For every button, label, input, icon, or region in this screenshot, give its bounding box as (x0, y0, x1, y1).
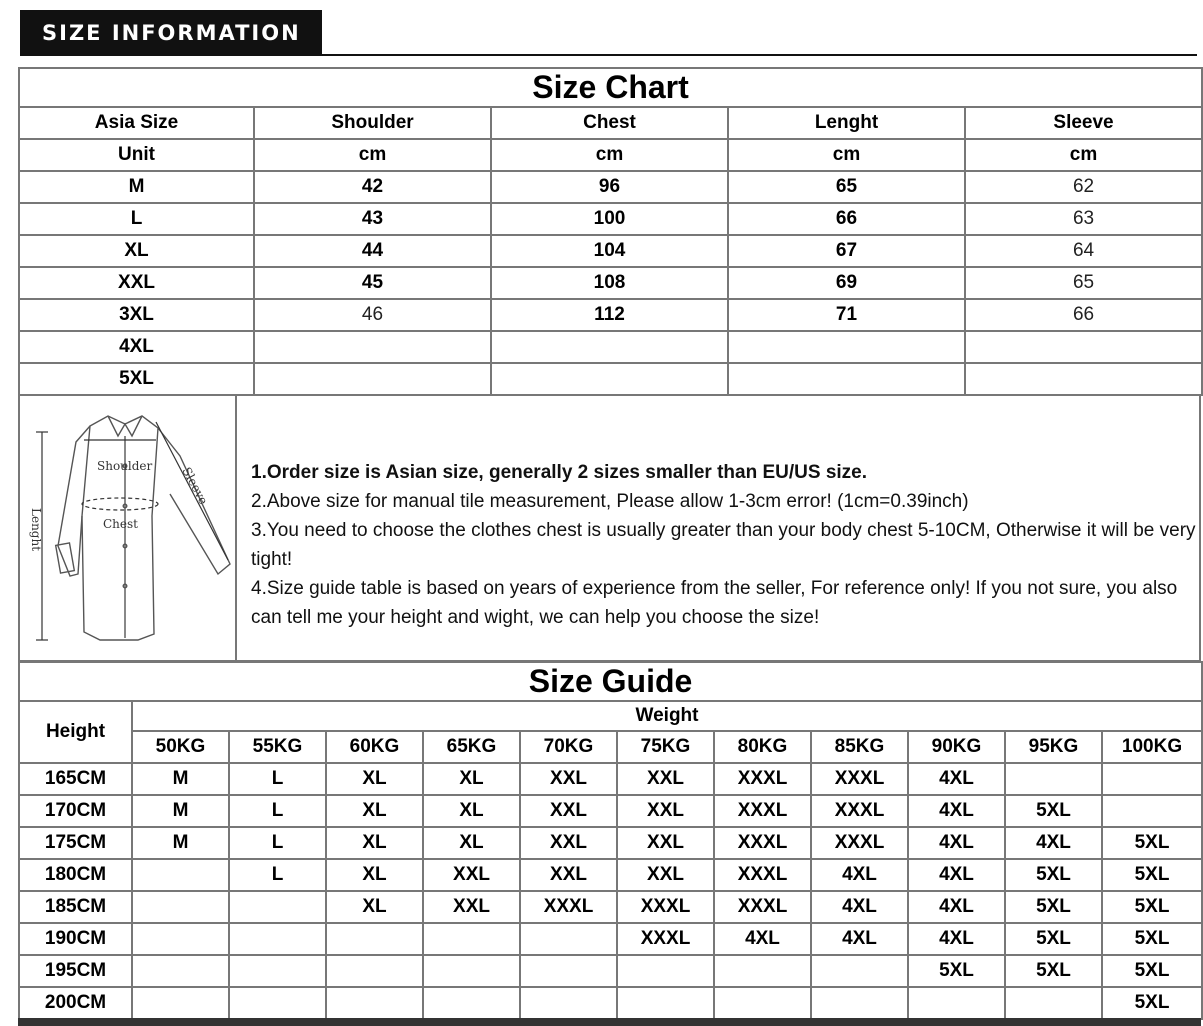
size-cell (229, 923, 326, 955)
chest-cell: 112 (491, 299, 728, 331)
empty-cell (491, 331, 728, 363)
sleeve-cell: 66 (965, 299, 1202, 331)
size-cell: 4XL (908, 859, 1005, 891)
measurement-info-box (18, 394, 1201, 662)
unit-cell: cm (491, 139, 728, 171)
table-row (19, 891, 1202, 923)
table-row (19, 763, 1202, 795)
size-cell: XXXL (811, 763, 908, 795)
size-cell: 5XL (908, 955, 1005, 987)
size-cell: 4XL (714, 923, 811, 955)
size-cell: XXXL (714, 795, 811, 827)
unit-cell: Unit (19, 139, 254, 171)
sleeve-cell: 65 (965, 267, 1202, 299)
header-label: SIZE INFORMATION (42, 21, 301, 45)
size-cell (520, 955, 617, 987)
chest-label: Chest (103, 517, 138, 531)
size-cell: XXL (520, 763, 617, 795)
size-cell (908, 987, 1005, 1019)
note-2: 2.Above size for manual tile measurement, Please allow 1-3cm error! (1cm=0.39inch) (251, 491, 969, 512)
weight-column-header: 95KG (1005, 731, 1102, 763)
size-cell (326, 955, 423, 987)
column-header: Asia Size (19, 107, 254, 139)
empty-cell (728, 363, 965, 395)
table-row (19, 955, 1202, 987)
length-cell: 66 (728, 203, 965, 235)
size-cell (423, 987, 520, 1019)
height-cell: 195CM (19, 955, 132, 987)
size-cell: XXXL (714, 891, 811, 923)
unit-cell: cm (254, 139, 491, 171)
weight-column-header: 75KG (617, 731, 714, 763)
size-cell (617, 955, 714, 987)
weight-header: Weight (132, 701, 1202, 731)
sleeve-cell: 62 (965, 171, 1202, 203)
size-cell: 4XL (908, 795, 1005, 827)
chest-cell: 108 (491, 267, 728, 299)
table-row (19, 171, 1202, 203)
unit-cell: cm (965, 139, 1202, 171)
length-cell: 71 (728, 299, 965, 331)
empty-cell (965, 363, 1202, 395)
size-cell: 5XL (1005, 891, 1102, 923)
weight-column-header: 100KG (1102, 731, 1202, 763)
note-4: 4.Size guide table is based on years of experience from the seller, For reference only! If you not sure, you also can tell me your height and wight, we can help you choose the size! (251, 578, 1178, 628)
size-cell: L (229, 763, 326, 795)
column-header: Shoulder (254, 107, 491, 139)
size-cell (520, 987, 617, 1019)
sleeve-cell: 63 (965, 203, 1202, 235)
shoulder-cell: 43 (254, 203, 491, 235)
size-cell (326, 987, 423, 1019)
size-cell: 5XL (1102, 987, 1202, 1019)
size-guide-table (18, 661, 1203, 1020)
size-cell: 4XL (1005, 827, 1102, 859)
height-header: Height (19, 701, 132, 763)
table-row (19, 235, 1202, 267)
chest-cell: 100 (491, 203, 728, 235)
empty-cell (254, 363, 491, 395)
size-cell: XXXL (714, 763, 811, 795)
size-cell: XXXL (714, 827, 811, 859)
size-cell: 4XL (811, 859, 908, 891)
size-cell: XXXL (811, 795, 908, 827)
weight-column-header: 90KG (908, 731, 1005, 763)
sleeve-label: Sleeve (179, 464, 211, 507)
weight-column-header: 80KG (714, 731, 811, 763)
size-notes (237, 458, 1199, 632)
size-cell: L (19, 203, 254, 235)
size-cell (132, 891, 229, 923)
weight-column-header: 65KG (423, 731, 520, 763)
size-cell: XXL (520, 859, 617, 891)
size-cell (520, 923, 617, 955)
height-cell: 180CM (19, 859, 132, 891)
size-cell: M (132, 795, 229, 827)
length-label: Lenght (29, 508, 43, 552)
size-cell: XXXL (617, 923, 714, 955)
size-cell (229, 955, 326, 987)
height-cell: 190CM (19, 923, 132, 955)
size-cell (423, 955, 520, 987)
size-cell: 5XL (1102, 827, 1202, 859)
weight-column-header: 60KG (326, 731, 423, 763)
size-cell: 5XL (1102, 955, 1202, 987)
column-header: Lenght (728, 107, 965, 139)
size-cell (714, 987, 811, 1019)
size-cell: XXL (520, 795, 617, 827)
empty-cell (965, 331, 1202, 363)
size-cell: XL (326, 763, 423, 795)
size-cell: XXL (617, 763, 714, 795)
table-row (19, 299, 1202, 331)
size-cell: M (132, 827, 229, 859)
size-cell: XXXL (617, 891, 714, 923)
unit-cell: cm (728, 139, 965, 171)
size-cell: XXL (617, 795, 714, 827)
size-cell: 5XL (1005, 955, 1102, 987)
size-cell: 5XL (1102, 891, 1202, 923)
shoulder-cell: 44 (254, 235, 491, 267)
table-row (19, 267, 1202, 299)
size-guide-title: Size Guide (19, 662, 1202, 701)
shirt-measurement-diagram (20, 396, 237, 660)
size-cell: XXL (423, 891, 520, 923)
size-cell (132, 987, 229, 1019)
size-cell: XXL (617, 827, 714, 859)
table-row (19, 859, 1202, 891)
size-cell: 4XL (908, 827, 1005, 859)
size-cell: XL (326, 891, 423, 923)
sleeve-cell: 64 (965, 235, 1202, 267)
size-cell: 5XL (19, 363, 254, 395)
table-row (19, 795, 1202, 827)
size-cell: 4XL (908, 891, 1005, 923)
shoulder-cell: 46 (254, 299, 491, 331)
size-cell: XXL (617, 859, 714, 891)
weight-column-header: 50KG (132, 731, 229, 763)
height-cell: 170CM (19, 795, 132, 827)
size-cell: XXXL (811, 827, 908, 859)
size-cell: L (229, 795, 326, 827)
size-chart-table (18, 67, 1203, 396)
table-row (19, 923, 1202, 955)
size-cell (229, 987, 326, 1019)
length-cell: 69 (728, 267, 965, 299)
size-cell (326, 923, 423, 955)
size-cell: 5XL (1102, 859, 1202, 891)
table-row (19, 331, 1202, 363)
chest-cell: 96 (491, 171, 728, 203)
empty-cell (491, 363, 728, 395)
size-cell: M (19, 171, 254, 203)
length-cell: 67 (728, 235, 965, 267)
size-cell (811, 987, 908, 1019)
size-cell: XL (326, 859, 423, 891)
column-header: Sleeve (965, 107, 1202, 139)
size-cell: L (229, 859, 326, 891)
size-cell: 3XL (19, 299, 254, 331)
size-cell: XXL (423, 859, 520, 891)
size-cell (132, 955, 229, 987)
size-cell: 4XL (811, 923, 908, 955)
weight-column-header: 85KG (811, 731, 908, 763)
size-cell: XXXL (520, 891, 617, 923)
weight-column-header: 70KG (520, 731, 617, 763)
size-cell: 4XL (908, 763, 1005, 795)
size-cell: L (229, 827, 326, 859)
weight-column-header: 55KG (229, 731, 326, 763)
bottom-bar (18, 1018, 1201, 1026)
shoulder-cell: 45 (254, 267, 491, 299)
size-cell (811, 955, 908, 987)
size-cell: XL (19, 235, 254, 267)
size-cell: XL (423, 827, 520, 859)
size-cell (132, 923, 229, 955)
size-cell (132, 859, 229, 891)
shirt-diagram-icon (20, 396, 237, 660)
shoulder-cell: 42 (254, 171, 491, 203)
size-cell (1102, 795, 1202, 827)
note-1: 1.Order size is Asian size, generally 2 sizes smaller than EU/US size. (251, 462, 868, 483)
chest-cell: 104 (491, 235, 728, 267)
size-cell: XXXL (714, 859, 811, 891)
table-row (19, 363, 1202, 395)
size-cell: 4XL (19, 331, 254, 363)
height-cell: 200CM (19, 987, 132, 1019)
size-cell: M (132, 763, 229, 795)
size-cell (617, 987, 714, 1019)
size-cell (1005, 987, 1102, 1019)
empty-cell (254, 331, 491, 363)
table-row (19, 987, 1202, 1019)
length-cell: 65 (728, 171, 965, 203)
size-cell: XXL (19, 267, 254, 299)
size-cell: 4XL (811, 891, 908, 923)
height-cell: 185CM (19, 891, 132, 923)
size-information-header (20, 10, 322, 56)
size-cell (714, 955, 811, 987)
size-cell (1005, 763, 1102, 795)
size-cell (423, 923, 520, 955)
size-cell: 5XL (1102, 923, 1202, 955)
height-cell: 165CM (19, 763, 132, 795)
size-cell: XXL (520, 827, 617, 859)
height-cell: 175CM (19, 827, 132, 859)
size-cell: XL (326, 795, 423, 827)
table-row (19, 203, 1202, 235)
size-cell: 5XL (1005, 795, 1102, 827)
size-cell (1102, 763, 1202, 795)
empty-cell (728, 331, 965, 363)
table-row (19, 827, 1202, 859)
column-header: Chest (491, 107, 728, 139)
size-cell: XL (423, 795, 520, 827)
header-rule (322, 54, 1197, 56)
note-3: 3.You need to choose the clothes chest is usually greater than your body chest 5-10CM, Otherwise it will be very tight! (251, 520, 1196, 570)
size-cell: 5XL (1005, 859, 1102, 891)
size-chart-title: Size Chart (19, 68, 1202, 107)
size-cell: 4XL (908, 923, 1005, 955)
size-cell: XL (423, 763, 520, 795)
size-cell: XL (326, 827, 423, 859)
size-cell: 5XL (1005, 923, 1102, 955)
size-cell (229, 891, 326, 923)
shoulder-label: Shoulder (97, 459, 153, 473)
